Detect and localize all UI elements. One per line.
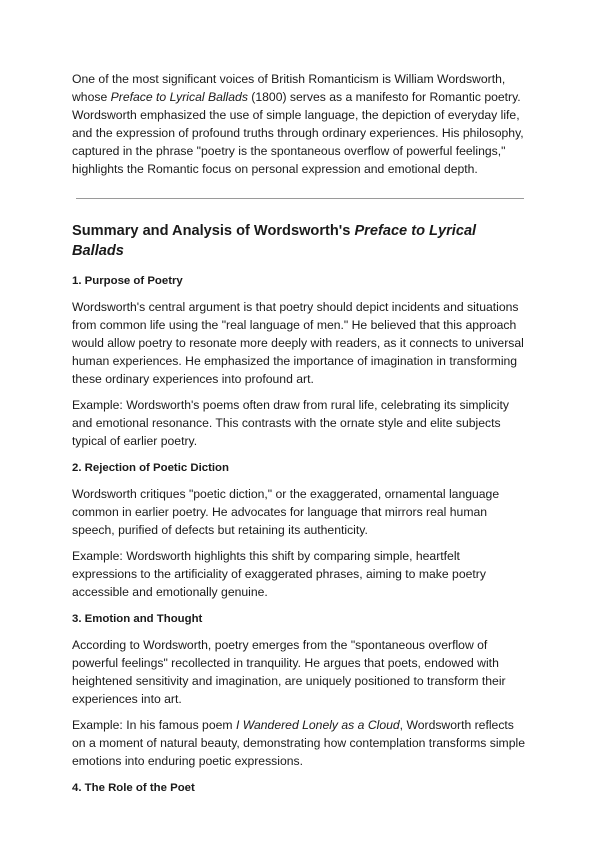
section-title-work: Preface to Lyrical Ballads bbox=[72, 223, 477, 259]
intro-text-end: (1800) serves as a manifesto for Romantic poetry. Wordsworth emphasized the use of simple language, the depiction of everyday life, and the expression of profound truths through ordinary experiences. His philosophy, captured in the phrase "poetry is the spontaneous overflow of powerful feelings," highlights the Romantic focus on personal expression and emotional depth. bbox=[72, 90, 524, 176]
horizontal-rule bbox=[76, 198, 524, 199]
section-title bbox=[72, 221, 528, 261]
purpose-body-paragraph: Wordsworth's central argument is that poetry should depict incidents and situations from common life using the "real language of men." He believed that this approach would allow poetry to resonate more deeply with readers, as it connects to universal human experiences. He emphasized the importance of imagination in transforming these ordinary experiences into profound art. bbox=[72, 300, 524, 386]
intro-work-title: Preface to Lyrical Ballads bbox=[110, 90, 248, 104]
heading-role-of-the-poet: 4. The Role of the Poet bbox=[72, 782, 195, 794]
section-title-prefix: Summary and Analysis of Wordsworth's bbox=[72, 223, 355, 239]
emotion-example-paragraph bbox=[72, 716, 528, 770]
emotion-example-end: , Wordsworth reflects on a moment of natural beauty, demonstrating how contemplation transforms simple emotions into enduring poetic expressions. bbox=[72, 718, 525, 768]
intro-text-start: One of the most significant voices of British Romanticism is William Wordsworth, whose bbox=[72, 72, 506, 104]
intro-paragraph bbox=[72, 70, 528, 178]
diction-example-paragraph: Example: Wordsworth highlights this shift by comparing simple, heartfelt expressions to the artificiality of exaggerated phrases, aiming to make poetry accessible and emotionally genuine. bbox=[72, 549, 486, 599]
diction-body-paragraph: Wordsworth critiques "poetic diction," or the exaggerated, ornamental language common in earlier poetry. He advocates for language that mirrors real human speech, purified of defects but retaining its authenticity. bbox=[72, 487, 500, 537]
heading-purpose-of-poetry: 1. Purpose of Poetry bbox=[72, 275, 183, 287]
emotion-example-start: Example: In his famous poem bbox=[72, 718, 236, 732]
poem-title: I Wandered Lonely as a Cloud bbox=[235, 718, 400, 732]
purpose-example-paragraph: Example: Wordsworth's poems often draw from rural life, celebrating its simplicity and emotional resonance. This contrasts with the ornate style and elite subjects typical of earlier poetry. bbox=[72, 398, 509, 448]
heading-emotion-and-thought: 3. Emotion and Thought bbox=[72, 613, 203, 625]
heading-rejection-of-poetic-diction: 2. Rejection of Poetic Diction bbox=[72, 462, 229, 474]
emotion-body-paragraph: According to Wordsworth, poetry emerges from the "spontaneous overflow of powerful feelings" recollected in tranquility. He argues that poets, endowed with heightened sensitivity and imagination, are uniquely positioned to transform their experiences into art. bbox=[72, 638, 506, 706]
